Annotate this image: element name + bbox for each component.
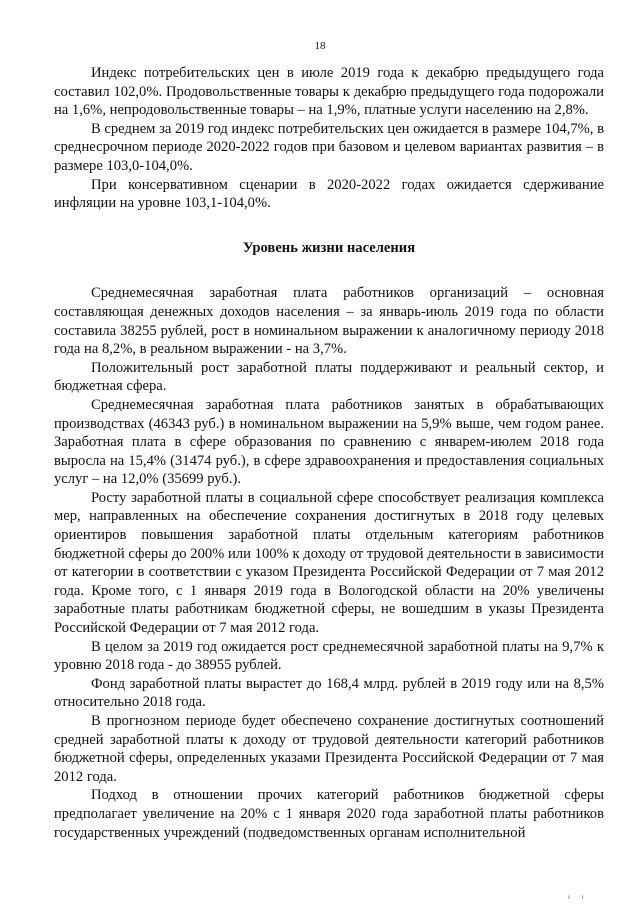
paragraph-conservative-scenario: При консервативном сценарии в 2020-2022 годах ожидается сдерживание инфляции на уровне 103,1-104,0%.	[54, 176, 604, 212]
paragraph-2019-wage-forecast: В целом за 2019 год ожидается рост среднемесячной заработной платы на 9,7% к уровню 2018 года - до 38955 рублей.	[54, 638, 604, 674]
paragraph-other-categories: Подход в отношении прочих категорий работников бюджетной сферы предполагает увеличение на 20% с 1 января 2020 года заработной платы работников государственных учреждений (подведомственных органам исполнительной	[54, 787, 604, 841]
paragraph-payroll-fund: Фонд заработной платы вырастет до 168,4 млрд. рублей в 2019 году или на 8,5% относительно 2018 года.	[54, 675, 604, 711]
paragraph-average-wage: Среднемесячная заработная плата работников организаций – основная составляющая денежных доходов населения – за январь-июль 2019 года по области составила 38255 рублей, рост в номинальном выражении к аналогичному периоду 2018 года на 8,2%, в реальном выражении - на 3,7%.	[54, 285, 604, 358]
paragraph-manufacturing-wage: Среднемесячная заработная плата работников занятых в обрабатывающих производствах (46343 руб.) в номинальном выражении на 5,9% выше, чем годом ранее. Заработная плата в сфере образования по сравнению с январем-июлем 2018 года выросла на 15,4% (31474 руб.), в сфере здравоохранения и предоставления социальных услуг – на 12,0% (35699 руб.).	[54, 396, 604, 488]
section-heading: Уровень жизни населения	[242, 239, 416, 256]
paragraph-social-sphere: Росту заработной платы в социальной сфере способствует реализация комплекса мер, направленных на обеспечение сохранения достигнутых в 2018 году целевых ориентиров повышения заработной платы отдельным категориям работников бюджетной сферы до 200% или 100% к доходу от трудовой деятельности в зависимости от категории в соответствии с указом Президента Российской Федерации от 7 мая 2012 года. Кроме того, с 1 января 2019 года в Вологодской области на 20% увеличены заработные платы работникам бюджетной сферы, не вошедшим в указы Президента Российской Федерации от 7 мая 2012 года.	[54, 489, 604, 637]
page-number: 18	[314, 40, 326, 52]
paragraph-cpi-forecast: В среднем за 2019 год индекс потребительских цен ожидается в размере 104,7%, в среднесрочном периоде 2020-2022 годов при базовом и целевом вариантах развития – в размере 103,0-104,0%.	[54, 120, 604, 174]
page-body	[54, 64, 604, 842]
paragraph-wage-growth-sectors: Положительный рост заработной платы поддерживают и реальный сектор, и бюджетная сфера.	[54, 359, 604, 395]
paragraph-cpi-july: Индекс потребительских цен в июле 2019 года к декабрю предыдущего года составил 102,0%. Продовольственные товары к декабрю предыдущего года подорожали на 1,6%, непродовольственные товары – на 1,9%, платные услуги населению на 2,8%.	[54, 65, 604, 119]
paragraph-forecast-period: В прогнозном периоде будет обеспечено сохранение достигнутых соотношений средней заработной платы к доходу от трудовой деятельности категорий работников бюджетной сферы, определенных указами Президента Российской Федерации от 7 мая 2012 года.	[54, 713, 604, 785]
corner-mark: ı ı	[568, 893, 589, 901]
